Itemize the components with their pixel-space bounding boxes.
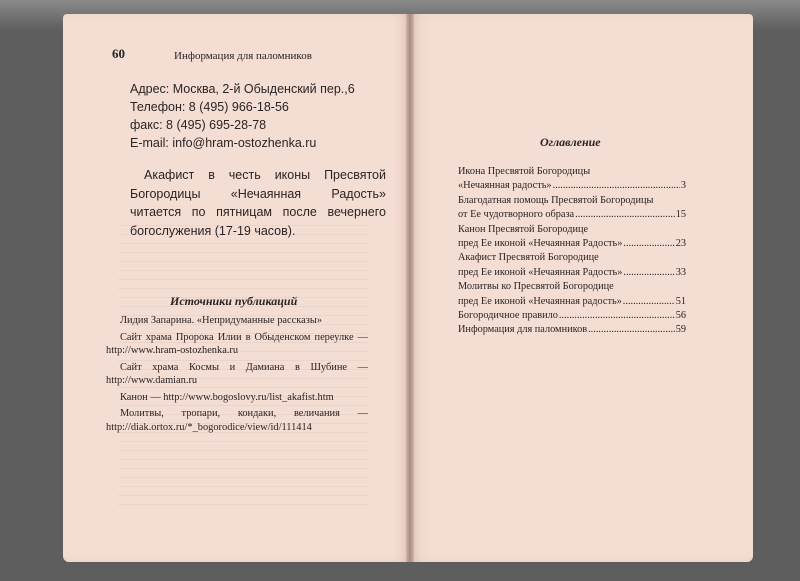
- toc-leader: [575, 208, 675, 222]
- toc-entry-title: Богородичное правило: [458, 310, 558, 322]
- toc-entry: [458, 280, 686, 309]
- toc-leader: [553, 179, 680, 193]
- toc-entry: [458, 309, 686, 323]
- toc-page-number: 23: [675, 238, 686, 250]
- toc-page-number: 15: [675, 209, 686, 221]
- toc-entry: [458, 194, 686, 223]
- toc-entry-subtitle: пред Ее иконой «Нечаянная радость»: [458, 295, 622, 307]
- toc-entry-title: Благодатная помощь Пресвятой Богородицы: [458, 194, 654, 206]
- toc-entry-title: Канон Пресвятой Богородице: [458, 223, 589, 235]
- toc-entry-subtitle: пред Ее иконой «Нечаянная Радость»: [458, 266, 623, 278]
- toc-leader: [623, 237, 674, 251]
- book-gutter: [406, 14, 414, 562]
- address-line: Адрес: Москва, 2-й Обыденский пер.,6: [130, 82, 355, 96]
- toc-page-number: 56: [675, 310, 686, 322]
- email-line: E-mail: info@hram-ostozhenka.ru: [130, 136, 317, 150]
- page-number: 60: [112, 46, 125, 61]
- toc-entry-title: Информация для паломников: [458, 324, 588, 336]
- toc-entry-title: Акафист Пресвятой Богородице: [458, 252, 599, 264]
- toc-page-number: 51: [675, 295, 686, 307]
- toc-entry: [458, 251, 686, 280]
- toc-entry-title: Молитвы ко Пресвятой Богородице: [458, 281, 614, 293]
- toc-heading: Оглавление: [540, 135, 601, 149]
- source-item: Канон — http://www.bogoslovy.ru/list_akafist.htm: [120, 391, 334, 403]
- toc-entry-subtitle: «Нечаянная радость»: [458, 180, 552, 192]
- toc-leader: [588, 323, 675, 337]
- phone-line: Телефон: 8 (495) 966-18-56: [130, 100, 289, 114]
- contact-block: [130, 80, 390, 152]
- toc-leader: [559, 309, 675, 323]
- sources-heading: Источники публикаций: [170, 294, 298, 308]
- running-head: Информация для паломников: [174, 50, 312, 62]
- toc-entry-subtitle: от Ее чудотворного образа: [458, 209, 575, 221]
- toc-page-number: 33: [675, 266, 686, 278]
- toc-leader: [623, 295, 675, 309]
- toc-entry-subtitle: пред Ее иконой «Нечаянная Радость»: [458, 238, 623, 250]
- toc-page-number: 59: [675, 324, 686, 336]
- toc-entry: [458, 223, 686, 252]
- toc-leader: [623, 266, 674, 280]
- toc-page-number: 3: [680, 180, 686, 192]
- toc-entry-title: Икона Пресвятой Богородицы: [458, 166, 591, 177]
- sources-list: [106, 314, 368, 437]
- fax-line: факс: 8 (495) 695-28-78: [130, 118, 267, 132]
- source-item: Лидия Запарина. «Непридуманные рассказы»: [120, 315, 323, 326]
- table-of-contents: [458, 165, 686, 338]
- toc-entry: [458, 323, 686, 337]
- akafist-schedule-paragraph: Акафист в честь иконы Пресвятой Богородицы «Нечаянная Радость» читается по пятницам после вечернего богослужения (17-19 часов).: [130, 168, 386, 238]
- toc-entry: [458, 165, 686, 194]
- source-item: Сайт храма Пророка Илии в Обыденском переулке — http://www.hram-ostozhenka.ru: [106, 331, 368, 356]
- source-item: Сайт храма Космы и Дамиана в Шубине — http://www.damian.ru: [106, 361, 368, 386]
- source-item: Молитвы, тропари, кондаки, величания — http://diak.ortox.ru/*_bogorodice/view/id/111414: [106, 408, 368, 433]
